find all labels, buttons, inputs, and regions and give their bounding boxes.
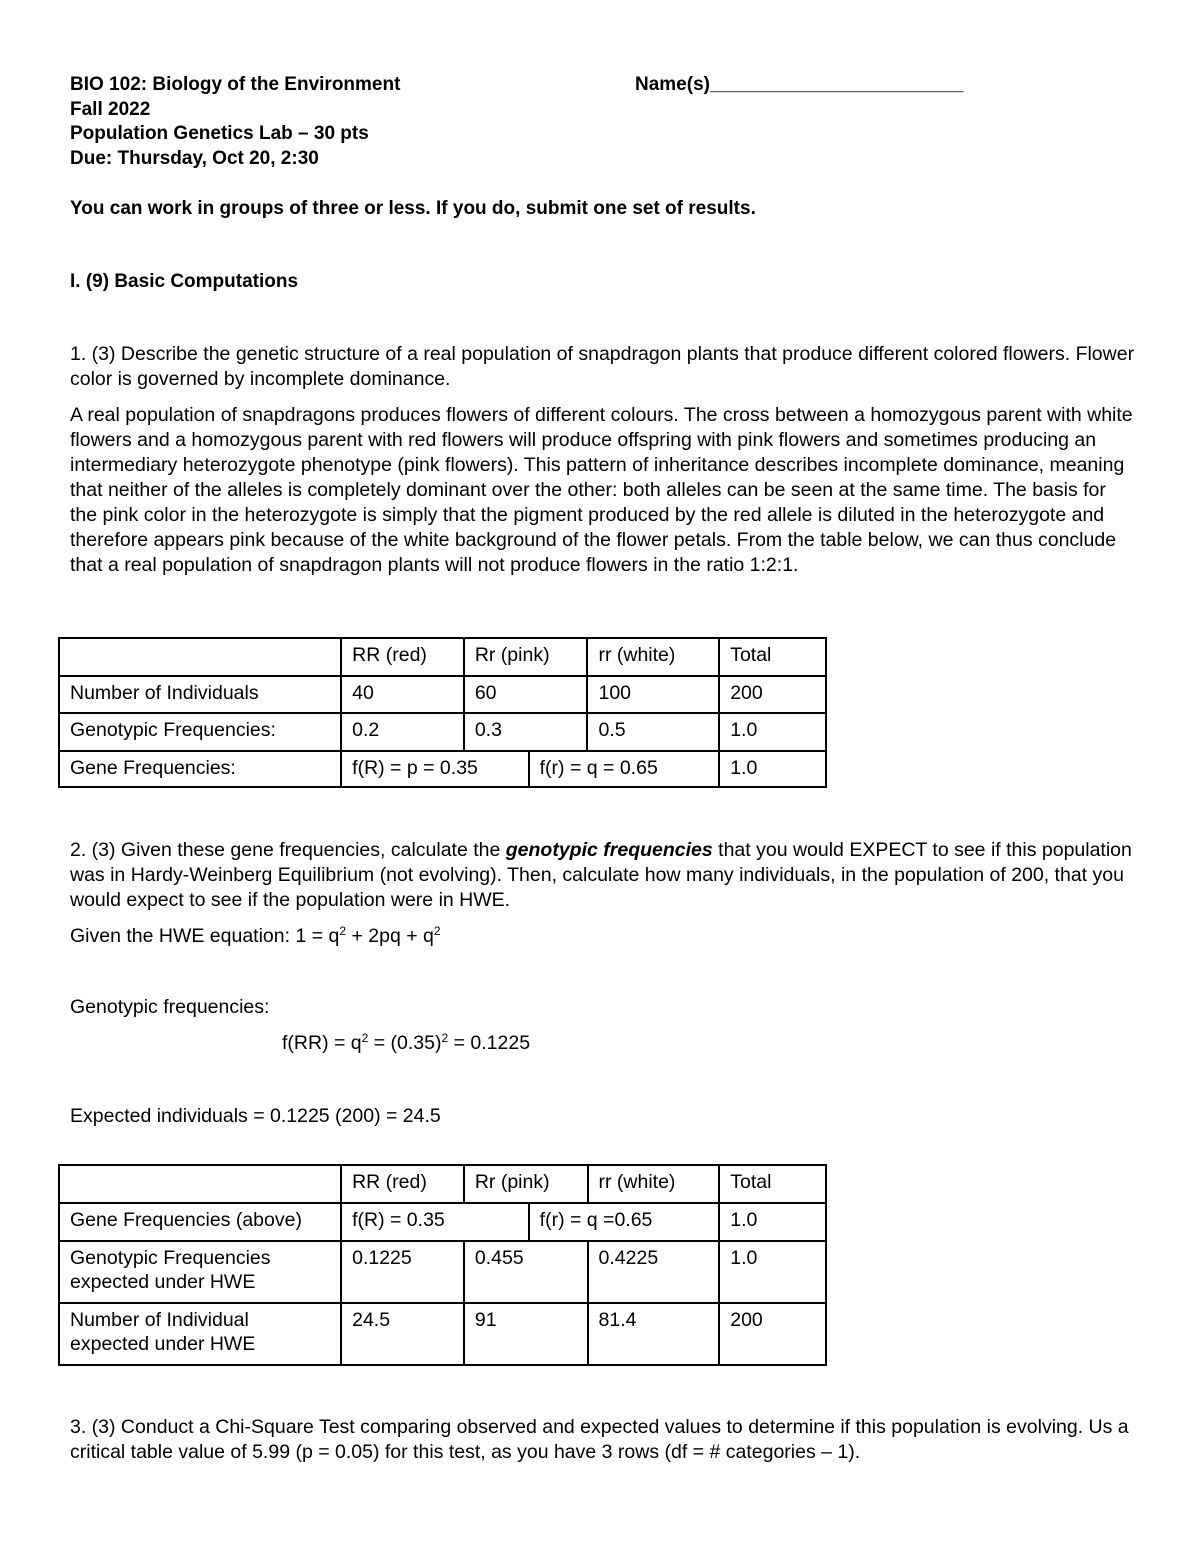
hwe-text-a: Given the HWE equation: 1 = q — [70, 925, 340, 947]
table-cell: 200 — [719, 1303, 826, 1365]
table-cell: f(R) = 0.35 — [341, 1203, 529, 1241]
table-cell: 1.0 — [719, 751, 826, 787]
table-cell: 0.5 — [587, 713, 719, 751]
frr-text-c: = 0.1225 — [448, 1032, 531, 1054]
due-date: Due: Thursday, Oct 20, 2:30 — [70, 148, 319, 169]
hwe-equation — [70, 924, 441, 949]
table-cell: Total — [719, 1165, 826, 1203]
q2-prompt-post: that you would EXPECT to see if this population was in Hardy-Weinberg Equilibrium (not evolving). Then, calculate how many individuals, in the population of 200, that you would expect to see if the population were in HWE. — [70, 839, 1132, 911]
table-row — [59, 1203, 826, 1241]
course-title: BIO 102: Biology of the Environment — [70, 74, 401, 95]
table-header-row — [59, 638, 826, 676]
table-row — [59, 1303, 826, 1365]
table-cell: rr (white) — [588, 1165, 720, 1203]
table-cell: 0.1225 — [341, 1241, 464, 1303]
table-cell — [59, 638, 341, 676]
frr-sup-2: 2 — [441, 1031, 449, 1045]
q2-prompt-pre: 2. (3) Given these gene frequencies, calculate the — [70, 839, 506, 861]
table-cell: 60 — [464, 676, 588, 713]
table-cell: f(R) = p = 0.35 — [341, 751, 528, 787]
expected-table — [58, 1164, 827, 1366]
hwe-sup-1: 2 — [339, 924, 347, 938]
table-cell: 81.4 — [588, 1303, 720, 1365]
table-cell: 0.4225 — [588, 1241, 720, 1303]
table-cell: 40 — [341, 676, 464, 713]
question-1-answer: A real population of snapdragons produces flowers of different colours. The cross between a homozygous parent with white flowers and a homozygous parent with red flowers will produce offspring with pink flowers and sometimes producing an intermediary heterozygote phenotype (pink flowers). This pattern of inheritance describes incomplete dominance, meaning that neither of the alleles is completely dominant over the other: both alleles can be seen at the same time. The basis for the pink color in the heterozygote is simply that the pigment produced by the red allele is diluted in the heterozygote and therefore appears pink because of the white background of the flower petals. From the table below, we can thus conclude that a real population of snapdragon plants will not produce flowers in the ratio 1:2:1. — [70, 404, 1133, 576]
table-cell: 1.0 — [719, 713, 826, 751]
table-header-row — [59, 1165, 826, 1203]
table-cell: rr (white) — [587, 638, 719, 676]
question-3-prompt: 3. (3) Conduct a Chi-Square Test comparing observed and expected values to determine if this population is evolving. Us a critical table value of 5.99 (p = 0.05) for this test, as you have 3 rows (df = # categories – 1). — [70, 1416, 1129, 1463]
group-note: You can work in groups of three or less. If you do, submit one set of results. — [70, 198, 756, 219]
table-cell: Rr (pink) — [464, 638, 588, 676]
genotypic-frequencies-label: Genotypic frequencies: — [70, 996, 270, 1018]
table-cell: 200 — [719, 676, 826, 713]
table-row — [59, 751, 826, 787]
frr-sup-1: 2 — [361, 1031, 369, 1045]
table-cell: 91 — [464, 1303, 588, 1365]
table-cell: f(r) = q = 0.65 — [529, 751, 720, 787]
term: Fall 2022 — [70, 99, 151, 120]
table-cell: Gene Frequencies: — [59, 751, 341, 787]
section-title: I. (9) Basic Computations — [70, 271, 299, 292]
hwe-text-b: + 2pq + q — [346, 925, 434, 947]
table-cell: 0.3 — [464, 713, 588, 751]
frr-text-a: f(RR) = q — [282, 1032, 362, 1054]
expected-individuals: Expected individuals = 0.1225 (200) = 24.5 — [70, 1105, 441, 1127]
q2-prompt-emphasis: genotypic frequencies — [505, 839, 713, 861]
table-cell: Gene Frequencies (above) — [59, 1203, 341, 1241]
frr-text-b: = (0.35) — [368, 1032, 442, 1054]
lab-title: Population Genetics Lab – 30 pts — [70, 123, 369, 144]
table-row — [59, 713, 826, 751]
table-cell: Genotypic Frequencies expected under HWE — [59, 1241, 341, 1303]
table-row — [59, 676, 826, 713]
table-cell — [59, 1165, 341, 1203]
table-row — [59, 1241, 826, 1303]
table-cell: 100 — [587, 676, 719, 713]
table-cell: 0.455 — [464, 1241, 588, 1303]
table-cell: 1.0 — [719, 1203, 826, 1241]
frr-equation — [282, 1031, 530, 1056]
table-cell: RR (red) — [341, 638, 464, 676]
hwe-sup-2: 2 — [433, 924, 441, 938]
question-1-prompt: 1. (3) Describe the genetic structure of a real population of snapdragon plants that produce different colored flowers. Flower color is governed by incomplete dominance. — [70, 343, 1135, 390]
table-cell: RR (red) — [341, 1165, 464, 1203]
table-cell: Rr (pink) — [464, 1165, 588, 1203]
table-cell: 1.0 — [719, 1241, 826, 1303]
table-cell: Number of Individuals — [59, 676, 341, 713]
name-field-label: Name(s)________________________ — [635, 74, 964, 95]
table-cell: 24.5 — [341, 1303, 464, 1365]
table-cell: f(r) = q =0.65 — [529, 1203, 720, 1241]
table-cell: Total — [719, 638, 826, 676]
observed-table — [58, 637, 827, 788]
table-cell: 0.2 — [341, 713, 464, 751]
table-cell: Number of Individual expected under HWE — [59, 1303, 341, 1365]
table-cell: Genotypic Frequencies: — [59, 713, 341, 751]
question-2-prompt — [70, 838, 1150, 913]
